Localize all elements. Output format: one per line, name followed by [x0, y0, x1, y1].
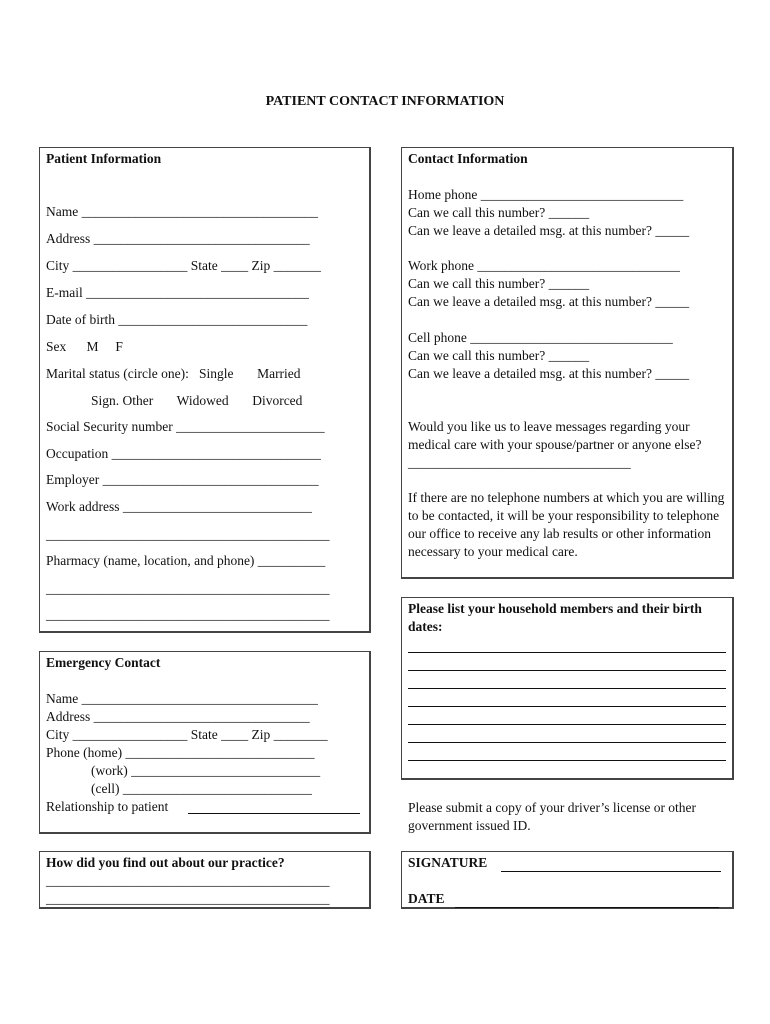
- city-state-zip-field[interactable]: City _________________ State ____ Zip _______: [46, 258, 321, 273]
- marital-status-field[interactable]: Marital status (circle one): Single Married: [46, 366, 301, 381]
- date-label: DATE: [408, 891, 445, 906]
- work-call-field[interactable]: Can we call this number? ______: [408, 276, 590, 291]
- occupation-field[interactable]: Occupation _______________________________: [46, 446, 321, 461]
- work-msg-field[interactable]: Can we leave a detailed msg. at this number? _____: [408, 294, 690, 309]
- referral-heading: How did you find out about our practice?: [46, 855, 285, 870]
- pharmacy-field[interactable]: Pharmacy (name, location, and phone) __________: [46, 553, 326, 568]
- household-line[interactable]: [408, 760, 726, 761]
- employer-field[interactable]: Employer ________________________________: [46, 472, 319, 487]
- household-line[interactable]: [408, 706, 726, 707]
- cell-phone-field[interactable]: Cell phone ______________________________: [408, 330, 673, 345]
- sex-field[interactable]: Sex M F: [46, 339, 123, 354]
- pharmacy-line-3[interactable]: __________________________________________: [46, 607, 330, 622]
- address-field[interactable]: Address ________________________________: [46, 231, 310, 246]
- emergency-name-field[interactable]: Name ___________________________________: [46, 691, 318, 706]
- relationship-field[interactable]: [188, 813, 360, 814]
- date-field[interactable]: [455, 907, 719, 908]
- signature-label: SIGNATURE: [408, 855, 488, 870]
- household-members-heading: Please list your household members and their birth dates:: [408, 601, 702, 634]
- spouse-message-question[interactable]: Would you like us to leave messages regarding your medical care with your spouse/partner or anyone else? _________________________________: [408, 419, 702, 470]
- household-line[interactable]: [408, 652, 726, 653]
- emergency-address-field[interactable]: Address ________________________________: [46, 709, 310, 724]
- cell-msg-field[interactable]: Can we leave a detailed msg. at this number? _____: [408, 366, 690, 381]
- work-phone-field[interactable]: Work phone ______________________________: [408, 258, 680, 273]
- household-line[interactable]: [408, 688, 726, 689]
- household-line[interactable]: [408, 724, 726, 725]
- date-of-birth-field[interactable]: Date of birth ____________________________: [46, 312, 308, 327]
- cell-call-field[interactable]: Can we call this number? ______: [408, 348, 590, 363]
- emergency-city-state-zip-field[interactable]: City _________________ State ____ Zip ________: [46, 727, 328, 742]
- name-field[interactable]: Name ___________________________________: [46, 204, 318, 219]
- ssn-field[interactable]: Social Security number ______________________: [46, 419, 325, 434]
- emergency-phone-work-field[interactable]: (work) ____________________________: [91, 763, 321, 778]
- signature-field[interactable]: [501, 871, 721, 872]
- patient-information-heading: Patient Information: [46, 151, 162, 166]
- home-phone-field[interactable]: Home phone ______________________________: [408, 187, 684, 202]
- referral-line-1[interactable]: __________________________________________: [46, 873, 330, 888]
- household-line[interactable]: [408, 670, 726, 671]
- home-call-field[interactable]: Can we call this number? ______: [408, 205, 590, 220]
- referral-line-2[interactable]: __________________________________________: [46, 891, 330, 906]
- drivers-license-notice: Please submit a copy of your driver’s license or other government issued ID.: [408, 800, 697, 833]
- home-msg-field[interactable]: Can we leave a detailed msg. at this number? _____: [408, 223, 690, 238]
- no-phone-notice: If there are no telephone numbers at which you are willing to be contacted, it will be your responsibility to telephone our office to receive any lab results or other information necessary to your medical care.: [408, 490, 725, 559]
- marital-status-options[interactable]: Sign. Other Widowed Divorced: [91, 393, 303, 408]
- work-address-line-2[interactable]: __________________________________________: [46, 527, 330, 542]
- emergency-contact-heading: Emergency Contact: [46, 655, 161, 670]
- email-field[interactable]: E-mail _________________________________: [46, 285, 309, 300]
- emergency-phone-cell-field[interactable]: (cell) ____________________________: [91, 781, 312, 796]
- relationship-label: Relationship to patient: [46, 799, 169, 814]
- household-line[interactable]: [408, 742, 726, 743]
- contact-information-heading: Contact Information: [408, 151, 528, 166]
- work-address-field[interactable]: Work address ____________________________: [46, 499, 312, 514]
- emergency-phone-home-field[interactable]: Phone (home) ____________________________: [46, 745, 315, 760]
- pharmacy-line-2[interactable]: __________________________________________: [46, 581, 330, 596]
- page-title: PATIENT CONTACT INFORMATION: [265, 94, 505, 109]
